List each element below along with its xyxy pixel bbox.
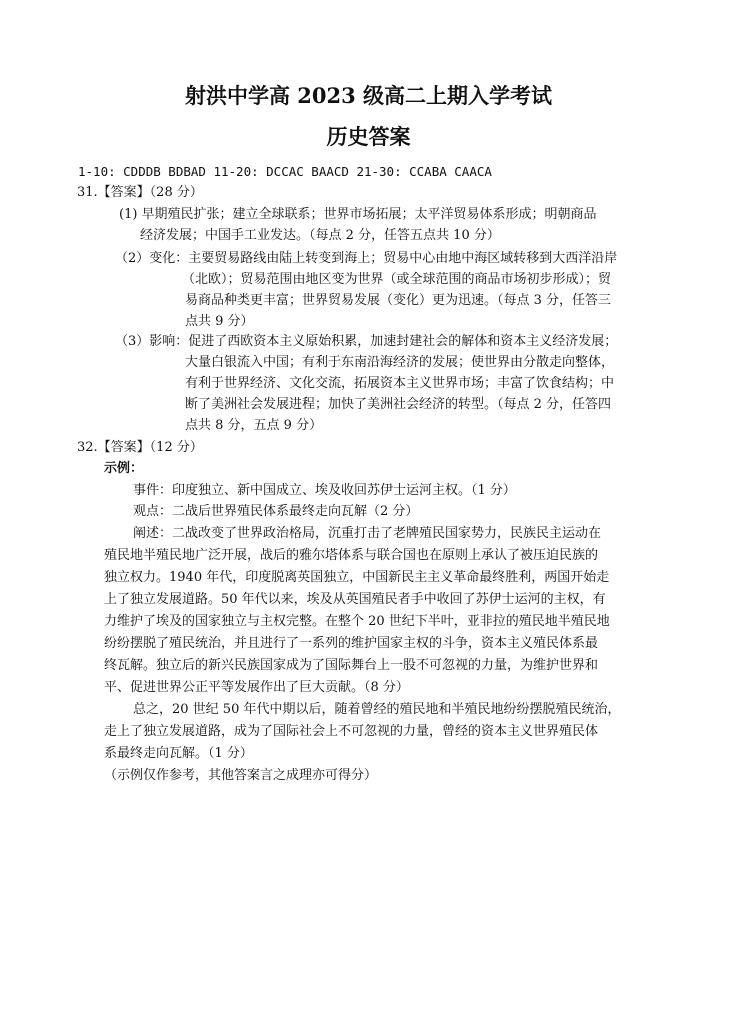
q32-summary-line: 走上了独立发展道路，成为了国际社会上不可忽视的力量，曾经的资本主义世界殖民体 <box>104 724 599 739</box>
q32-argument-line: 殖民地半殖民地广泛开展，战后的雅尔塔体系与联合国也在原则上承认了被压迫民族的 <box>104 548 599 563</box>
q31-part2-line: 点共 9 分） <box>185 314 254 329</box>
q31-part3-line: 大量白银流入中国；有利于东南沿海经济的发展；使世界由分散走向整体， <box>185 355 615 370</box>
multiple-choice-answers: 1-10: CDDDB BDBAD 11-20: DCCAC BAACD 21-30: CCABA CAACA <box>78 164 492 179</box>
q32-note: （示例仅作参考，其他答案言之成理亦可得分） <box>104 768 378 783</box>
q32-argument-line: 平、促进世界公正平等发展作出了巨大贡献。（8 分） <box>104 680 409 695</box>
q32-summary-line: 总之，20 世纪 50 年代中期以后，随着曾经的殖民地和半殖民地纷纷摆脱殖民统治， <box>133 702 621 717</box>
q32-argument-line: 纷纷摆脱了殖民统治，并且进行了一系列的维护国家主权的斗争，资本主义殖民体系最 <box>104 636 599 651</box>
q32-argument-line: 阐述：二战改变了世界政治格局，沉重打击了老牌殖民国家势力，民族民主运动在 <box>133 526 602 541</box>
q31-part2-line: （2）变化：主要贸易路线由陆上转变到海上；贸易中心由地中海区域转移到大西洋沿岸 <box>115 251 618 266</box>
q31-part3-line: 断了美洲社会发展进程；加快了美洲社会经济的转型。（每点 2 分，任答四 <box>185 397 612 412</box>
q31-part1-line: 经济发展；中国手工业发达。（每点 2 分，任答五点共 10 分） <box>140 228 500 243</box>
q32-example-label: 示例： <box>104 461 144 476</box>
q31-part2-line: （北欧）；贸易范围由地区变为世界（或全球范围的商品市场初步形成）；贸 <box>182 272 612 287</box>
q32-summary-line: 系最终走向瓦解。（1 分） <box>104 746 253 761</box>
q32-heading: 32.【答案】（12 分） <box>77 440 203 455</box>
q32-event: 事件：印度独立、新中国成立、埃及收回苏伊士运河主权。（1 分） <box>133 483 516 498</box>
q31-part3-line: 有利于世界经济、文化交流，拓展资本主义世界市场；丰富了饮食结构；中 <box>185 376 615 391</box>
q31-part1-line: (1) 早期殖民扩张；建立全球联系；世界市场拓展；太平洋贸易体系形成；明朝商品 <box>119 207 597 222</box>
q31-part3-line: （3）影响：促进了西欧资本主义原始积累，加速封建社会的解体和资本主义经济发展； <box>115 334 618 349</box>
q32-viewpoint: 观点：二战后世界殖民体系最终走向瓦解（2 分） <box>133 504 419 519</box>
q32-argument-line: 终瓦解。独立后的新兴民族国家成为了国际舞台上一股不可忽视的力量，为维护世界和 <box>104 658 599 673</box>
q32-argument-line: 力维护了埃及的国家独立与主权完整。在整个 20 世纪下半叶，亚非拉的殖民地半殖民地 <box>104 614 610 629</box>
exam-subtitle: 历史答案 <box>326 124 411 149</box>
q31-heading: 31.【答案】（28 分） <box>77 185 203 200</box>
q32-argument-line: 独立权力。1940 年代，印度脱离英国独立，中国新民主主义革命最终胜利，两国开始走 <box>104 570 610 585</box>
q31-part3-line: 点共 8 分，五点 9 分） <box>185 418 323 433</box>
q31-part2-line: 易商品种类更丰富；世界贸易发展（变化）更为迅速。（每点 3 分，任答三 <box>185 293 612 308</box>
exam-title: 射洪中学高 2023 级高二上期入学考试 <box>184 83 553 108</box>
q32-argument-line: 上了独立发展道路。50 年代以来，埃及从英国殖民者手中收回了苏伊士运河的主权，有 <box>104 592 606 607</box>
